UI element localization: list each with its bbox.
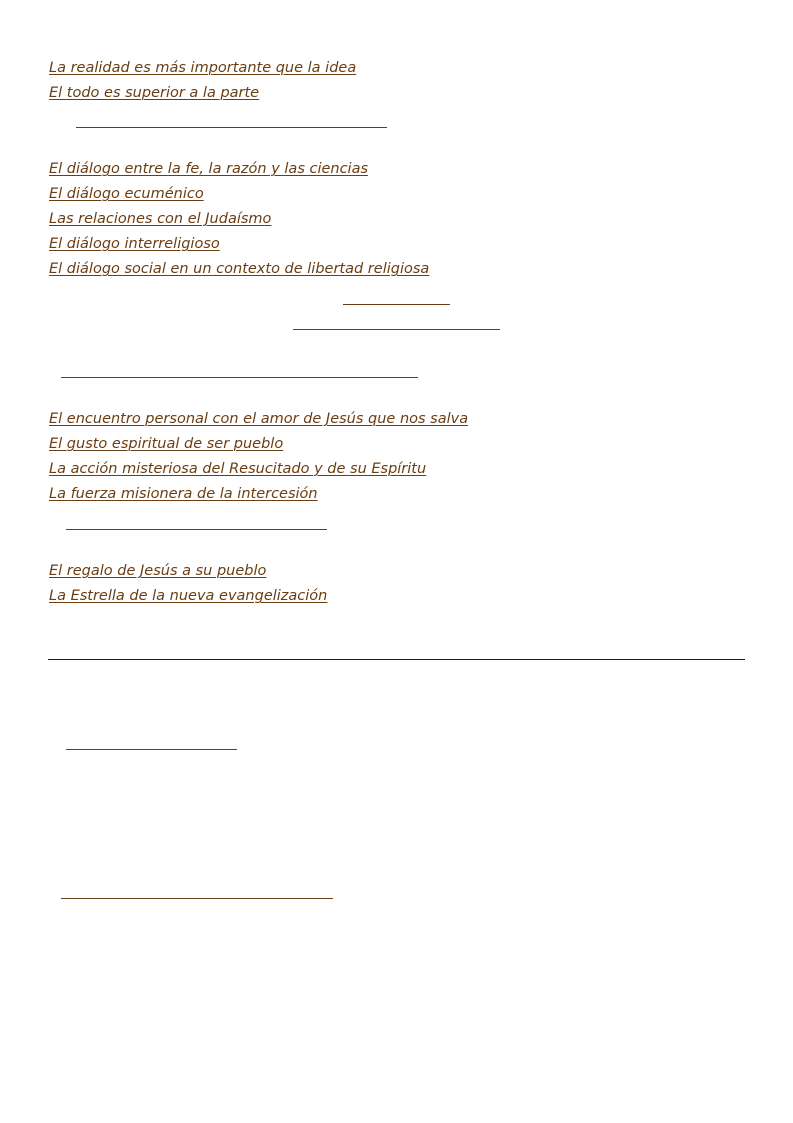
toc-link-intercession[interactable]: La fuerza misionera de la intercesión [49,486,318,502]
section-heading-rule [61,377,418,378]
section-heading-rule [66,529,327,530]
section-heading-rule [76,127,387,128]
footnote-heading-rule [66,749,237,750]
page-divider [48,659,745,660]
chapter-subtitle-rule [293,329,500,330]
toc-link-spiritual-taste[interactable]: El gusto espiritual de ser pueblo [49,436,284,452]
chapter-heading-rule [343,304,450,305]
toc-link-faith-reason-science[interactable]: El diálogo entre la fe, la razón y las ciencias [49,161,369,177]
toc-link-gift-of-jesus[interactable]: El regalo de Jesús a su pueblo [49,563,267,579]
toc-link-personal-encounter[interactable]: El encuentro personal con el amor de Jesús que nos salva [49,411,469,427]
toc-link-judaism-relations[interactable]: Las relaciones con el Judaísmo [49,211,272,227]
footnote-heading-rule [61,898,333,899]
toc-link-whole-over-part[interactable]: El todo es superior a la parte [49,85,260,101]
toc-link-star-evangelization[interactable]: La Estrella de la nueva evangelización [49,588,328,604]
toc-link-interreligious-dialogue[interactable]: El diálogo interreligioso [49,236,220,252]
toc-link-social-dialogue[interactable]: El diálogo social en un contexto de libertad religiosa [49,261,430,277]
toc-link-ecumenical-dialogue[interactable]: El diálogo ecuménico [49,186,204,202]
toc-link-reality-over-idea[interactable]: La realidad es más importante que la idea [49,60,357,76]
toc-link-risen-action[interactable]: La acción misteriosa del Resucitado y de su Espíritu [49,461,427,477]
